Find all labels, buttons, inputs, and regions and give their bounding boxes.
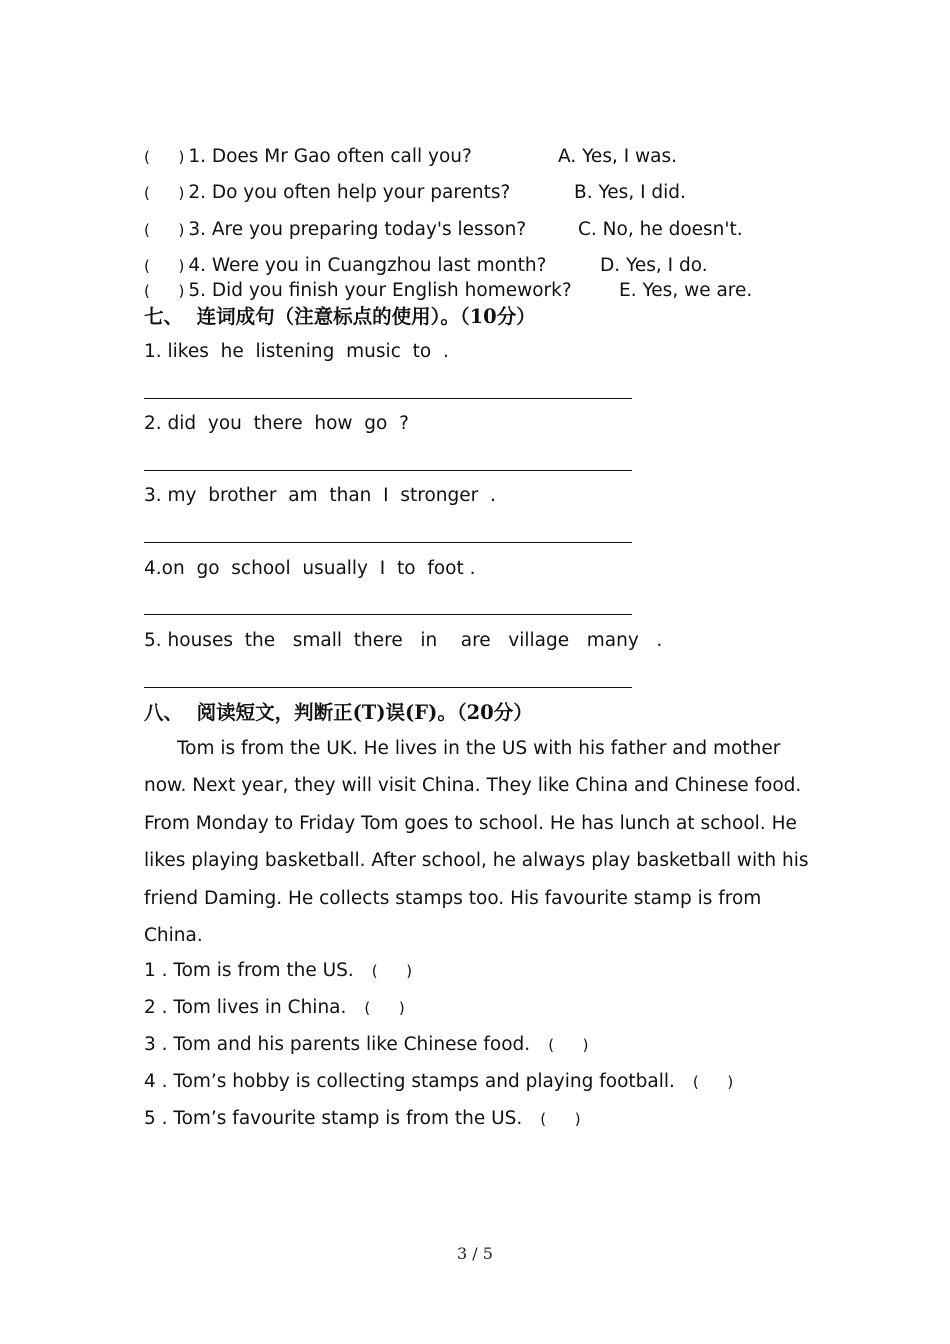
answer-bracket[interactable]: ( ) [144, 148, 185, 166]
statement-row [144, 1034, 589, 1056]
question-text: 5. Did you finish your English homework? [188, 280, 572, 301]
statement-text: 1 . Tom is from the US. [144, 960, 354, 981]
answer-line[interactable] [144, 398, 632, 399]
statement-row [144, 997, 405, 1019]
section-8-title: 八、 阅读短文，判断正(T)误(F)。（20分） [144, 701, 533, 724]
answer-bracket[interactable]: ( ) [548, 1036, 589, 1054]
scrambled-sentence: 4.on go school usually I to foot . [144, 558, 476, 579]
scrambled-sentence: 1. likes he listening music to . [144, 341, 449, 362]
answer-option: B. Yes, I did. [574, 182, 686, 203]
answer-bracket[interactable]: ( ) [144, 184, 185, 202]
scrambled-sentence: 5. houses the small there in are village many . [144, 630, 663, 651]
statement-text: 2 . Tom lives in China. [144, 997, 347, 1018]
matching-row [144, 280, 753, 302]
answer-option: E. Yes, we are. [619, 280, 753, 301]
question-text: 4. Were you in Cuangzhou last month? [188, 255, 547, 276]
statement-text: 3 . Tom and his parents like Chinese food. [144, 1034, 531, 1055]
statement-row [144, 1108, 581, 1130]
answer-line[interactable] [144, 470, 632, 471]
answer-bracket[interactable]: ( ) [144, 257, 185, 275]
answer-option: D. Yes, I do. [600, 255, 708, 276]
page-number: 3 / 5 [457, 1244, 493, 1263]
statement-row [144, 960, 412, 982]
statement-text: 5 . Tom’s favourite stamp is from the US. [144, 1108, 523, 1129]
matching-row [144, 182, 686, 204]
question-text: 3. Are you preparing today's lesson? [188, 219, 527, 240]
answer-line[interactable] [144, 614, 632, 615]
scrambled-sentence: 2. did you there how go ? [144, 413, 409, 434]
answer-bracket[interactable]: ( ) [371, 962, 413, 980]
answer-bracket[interactable]: ( ) [364, 999, 405, 1017]
statement-text: 4 . Tom’s hobby is collecting stamps and playing football. [144, 1071, 675, 1092]
answer-bracket[interactable]: ( ) [144, 282, 185, 300]
question-text: 2. Do you often help your parents? [188, 182, 511, 203]
answer-bracket[interactable]: ( ) [540, 1110, 581, 1128]
answer-option: C. No, he doesn't. [578, 219, 743, 240]
answer-line[interactable] [144, 687, 632, 688]
question-text: 1. Does Mr Gao often call you? [188, 146, 472, 167]
matching-row [144, 146, 678, 168]
answer-bracket[interactable]: ( ) [692, 1073, 734, 1091]
statement-row [144, 1071, 733, 1093]
matching-row [144, 219, 743, 241]
section-7-title: 七、 连词成句（注意标点的使用）。（10分） [144, 305, 536, 328]
reading-passage: Tom is from the UK. He lives in the US with his father and mother now. Next year, they will visit China. They like China and Chinese food. From Monday to Friday Tom goes to school. He has lunch at school. He likes playing basketball. After school, he always play basketball with his friend Daming. He collects stamps too. His favourite stamp is from China. [144, 738, 809, 947]
matching-row [144, 255, 708, 277]
scrambled-sentence: 3. my brother am than I stronger . [144, 485, 496, 506]
answer-line[interactable] [144, 542, 632, 543]
answer-option: A. Yes, I was. [558, 146, 678, 167]
answer-bracket[interactable]: ( ) [144, 221, 185, 239]
